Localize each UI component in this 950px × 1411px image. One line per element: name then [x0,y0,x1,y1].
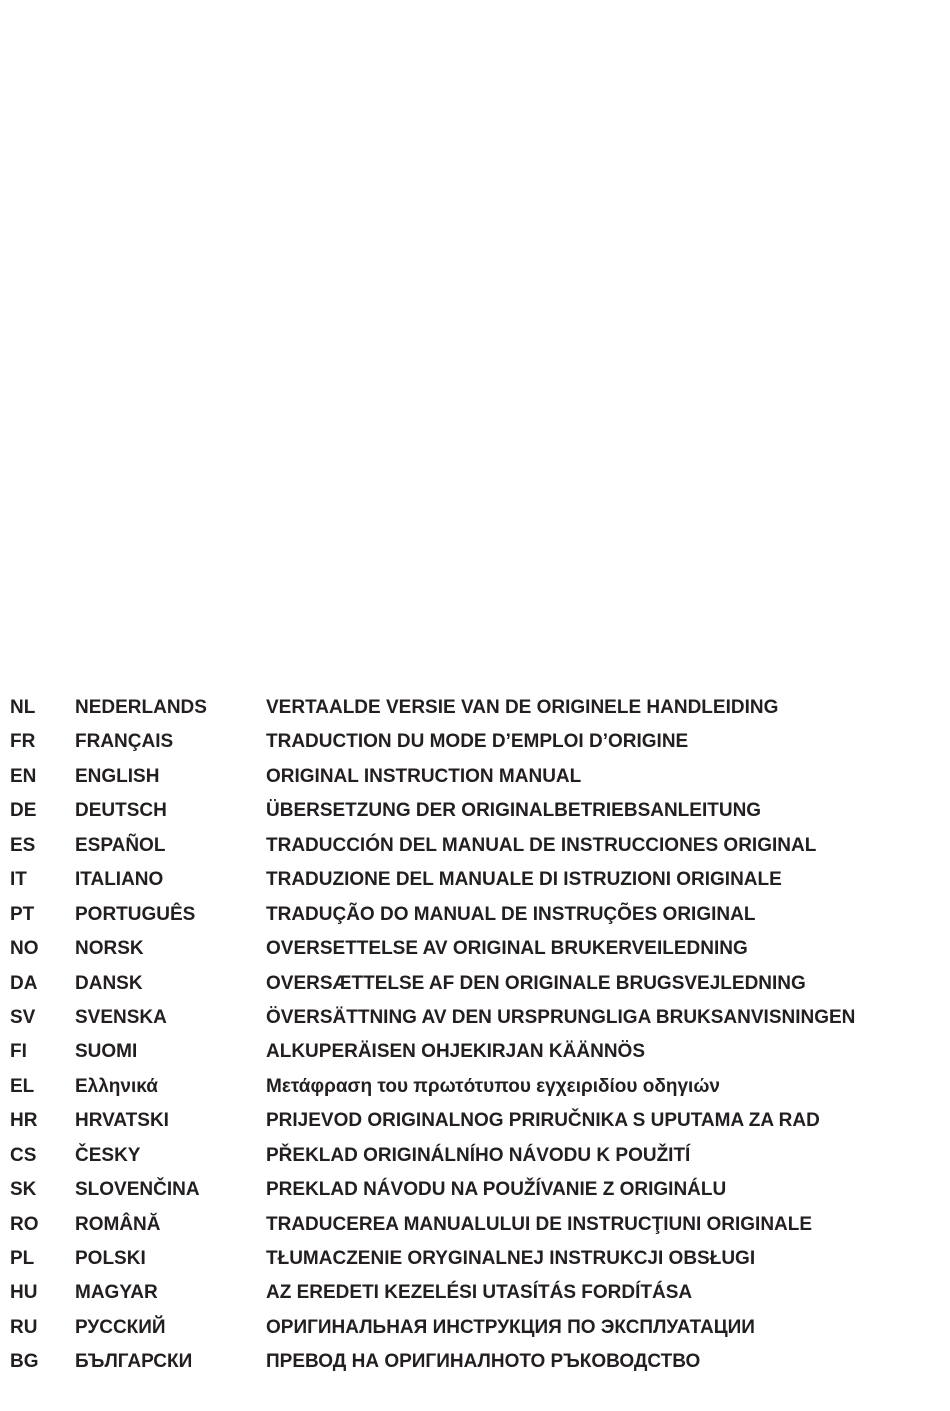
language-code: NL [10,697,36,718]
language-code: RU [10,1316,38,1338]
manual-title: ПРЕВОД НА ОРИГИНАЛНОТО РЪКОВОДСТВО [266,1351,701,1373]
language-row-fi [10,1035,940,1069]
language-name: MAGYAR [75,1282,158,1304]
language-code: RO [10,1213,39,1235]
language-code: BG [10,1351,39,1373]
language-row-pt [10,898,940,932]
language-code: PL [10,1248,35,1269]
language-code: HU [10,1282,38,1304]
language-name: SLOVENČINA [75,1179,200,1201]
language-row-de [10,794,940,828]
manual-title: TRADUCTION DU MODE D’EMPLOI D’ORIGINE [266,731,689,753]
manual-title: ALKUPERÄISEN OHJEKIRJAN KÄÄNNÖS [266,1041,645,1063]
manual-title: TRADUÇÃO DO MANUAL DE INSTRUÇÕES ORIGINAL [266,903,756,925]
language-code: DE [10,800,37,822]
manual-title: TRADUCCIÓN DEL MANUAL DE INSTRUCCIONES ORIGINAL [266,834,817,856]
language-row-bg [10,1345,940,1379]
language-code: FI [10,1041,27,1063]
manual-title: OVERSÆTTELSE AF DEN ORIGINALE BRUGSVEJLEDNING [266,972,806,994]
language-name: HRVATSKI [75,1110,169,1132]
language-name: РУССКИЙ [75,1316,166,1338]
language-row-hr [10,1104,940,1138]
language-name: DANSK [75,972,143,994]
language-code: DA [10,972,38,994]
language-name: SVENSKA [75,1006,167,1028]
language-code: HR [10,1110,38,1132]
language-row-sv [10,1001,940,1035]
language-row-cs [10,1139,940,1173]
manual-title: TRADUZIONE DEL MANUALE DI ISTRUZIONI ORIGINALE [266,869,782,891]
manual-title: OVERSETTELSE AV ORIGINAL BRUKERVEILEDNING [266,938,748,960]
language-row-fr [10,725,940,759]
language-row-pl [10,1242,940,1276]
language-name: NEDERLANDS [75,697,207,718]
language-code: SV [10,1006,36,1028]
language-row-hu [10,1276,940,1310]
manual-title: PREKLAD NÁVODU NA POUŽÍVANIE Z ORIGINÁLU [266,1179,727,1201]
language-row-sk [10,1173,940,1207]
language-code: EN [10,765,37,787]
language-name: ENGLISH [75,765,160,787]
manual-title: ОРИГИНАЛЬНАЯ ИНСТРУКЦИЯ ПО ЭКСПЛУАТАЦИИ [266,1316,755,1338]
language-row-da [10,967,940,1001]
language-code: CS [10,1144,37,1166]
language-name: ROMÂNĂ [75,1213,161,1235]
language-name: ITALIANO [75,869,164,891]
language-name: БЪЛГАРСКИ [75,1351,193,1373]
language-code: SK [10,1179,37,1201]
language-name: ESPAÑOL [75,834,166,856]
language-code: FR [10,731,36,753]
manual-title: ORIGINAL INSTRUCTION MANUAL [266,765,582,787]
manual-title: TRADUCEREA MANUALULUI DE INSTRUCŢIUNI ORIGINALE [266,1213,813,1235]
language-row-es [10,829,940,863]
language-name: NORSK [75,938,144,960]
manual-title: Μετάφραση του πρωτότυπου εγχειριδίου οδηγιών [266,1075,720,1097]
language-name: POLSKI [75,1248,146,1269]
language-name: Ελληνικά [75,1075,158,1097]
language-name: FRANÇAIS [75,731,174,753]
language-row-no [10,932,940,966]
language-row-nl [10,691,940,725]
language-row-ro [10,1208,940,1242]
manual-title: ÖVERSÄTTNING AV DEN URSPRUNGLIGA BRUKSANVISNINGEN [266,1006,856,1028]
language-code: NO [10,938,39,960]
language-name: DEUTSCH [75,800,167,822]
manual-title: ÜBERSETZUNG DER ORIGINALBETRIEBSANLEITUNG [266,800,762,822]
language-row-en [10,760,940,794]
manual-title: VERTAALDE VERSIE VAN DE ORIGINELE HANDLEIDING [266,697,779,718]
language-name: PORTUGUÊS [75,903,196,925]
language-code: ES [10,834,36,856]
language-name: SUOMI [75,1041,138,1063]
language-code: PT [10,903,35,925]
language-code: EL [10,1075,35,1097]
language-code: IT [10,869,27,891]
language-row-el [10,1070,940,1104]
manual-title: PŘEKLAD ORIGINÁLNÍHO NÁVODU K POUŽITÍ [266,1144,691,1166]
manual-title: AZ EREDETI KEZELÉSI UTASÍTÁS FORDÍTÁSA [266,1282,693,1304]
language-name: ČESKY [75,1144,141,1166]
language-row-ru [10,1311,940,1345]
manual-title: PRIJEVOD ORIGINALNOG PRIRUČNIKA S UPUTAMA ZA RAD [266,1110,820,1132]
language-list [10,691,940,1380]
manual-title: TŁUMACZENIE ORYGINALNEJ INSTRUKCJI OBSŁUGI [266,1248,756,1269]
language-row-it [10,863,940,897]
